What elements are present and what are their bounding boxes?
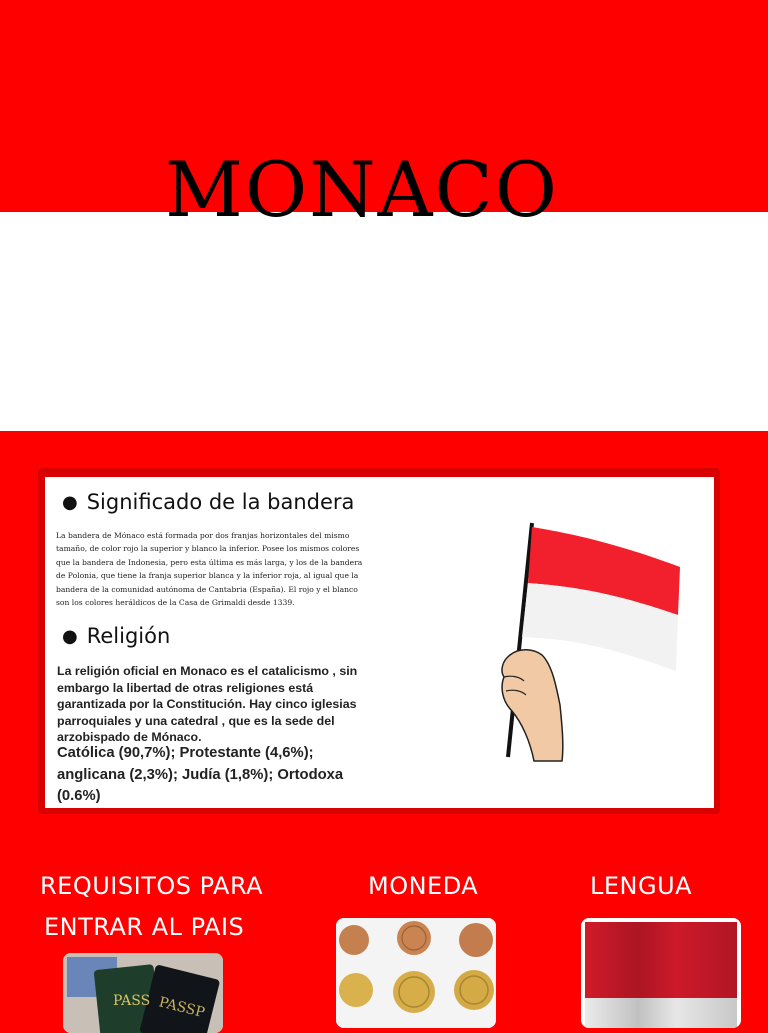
section-requirements-line2: ENTRAR AL PAIS: [44, 913, 245, 941]
passports-image: [63, 953, 223, 1033]
heading-religion: [62, 624, 170, 648]
svg-text:PASS: PASS: [113, 993, 151, 1009]
section-requirements-line1: REQUISITOS PARA: [40, 872, 264, 900]
flag-meaning-paragraph: La bandera de Mónaco está formada por dos franjas horizontales del mismo tamaño, de color rojo la superior y blanco la inferior. Posee los mismos colores que la bandera de Indonesia, pero esta última es más larga, y los de la bandera de Polonia, que tiene la franja superior blanca y la inferior roja, al igual que la bandera de la comunidad autónoma de Cantabria (España). El rojo y el blanco son los colores heráldicos de la Casa de Grimaldi desde 1339.: [56, 531, 363, 608]
heading-religion-text: Religión: [86, 624, 171, 648]
flag-white-band: [0, 212, 768, 431]
heading-flag-meaning: [62, 490, 354, 514]
section-currency-title: MONEDA: [368, 872, 479, 900]
religion-paragraph: La religión oficial en Monaco es el catalicismo , sin embargo la libertad de otras religiones está garantizada por la Constitución. Hay cinco iglesias parroquiales y una catedral , que es la sede del arzobispado de Mónaco.: [57, 664, 358, 745]
monaco-flag-image: [581, 918, 741, 1028]
page-title: MONACO: [165, 145, 559, 234]
passport-icon: [63, 953, 223, 1033]
religion-stats: Católica (90,7%); Protestante (4,6%); anglicana (2,3%); Judía (1,8%); Ortodoxa (0.6%): [57, 745, 344, 804]
bullet-icon: ●: [62, 491, 78, 513]
section-language-title: LENGUA: [590, 872, 693, 900]
hand-holding-flag-icon: [490, 515, 700, 765]
coin-icon: [336, 918, 496, 1028]
svg-text:PASSP: PASSP: [157, 994, 207, 1022]
heading-flag-meaning-text: Significado de la bandera: [86, 490, 355, 514]
flag-icon: [581, 918, 741, 1028]
bullet-icon: ●: [62, 625, 78, 647]
coins-image: [336, 918, 496, 1028]
